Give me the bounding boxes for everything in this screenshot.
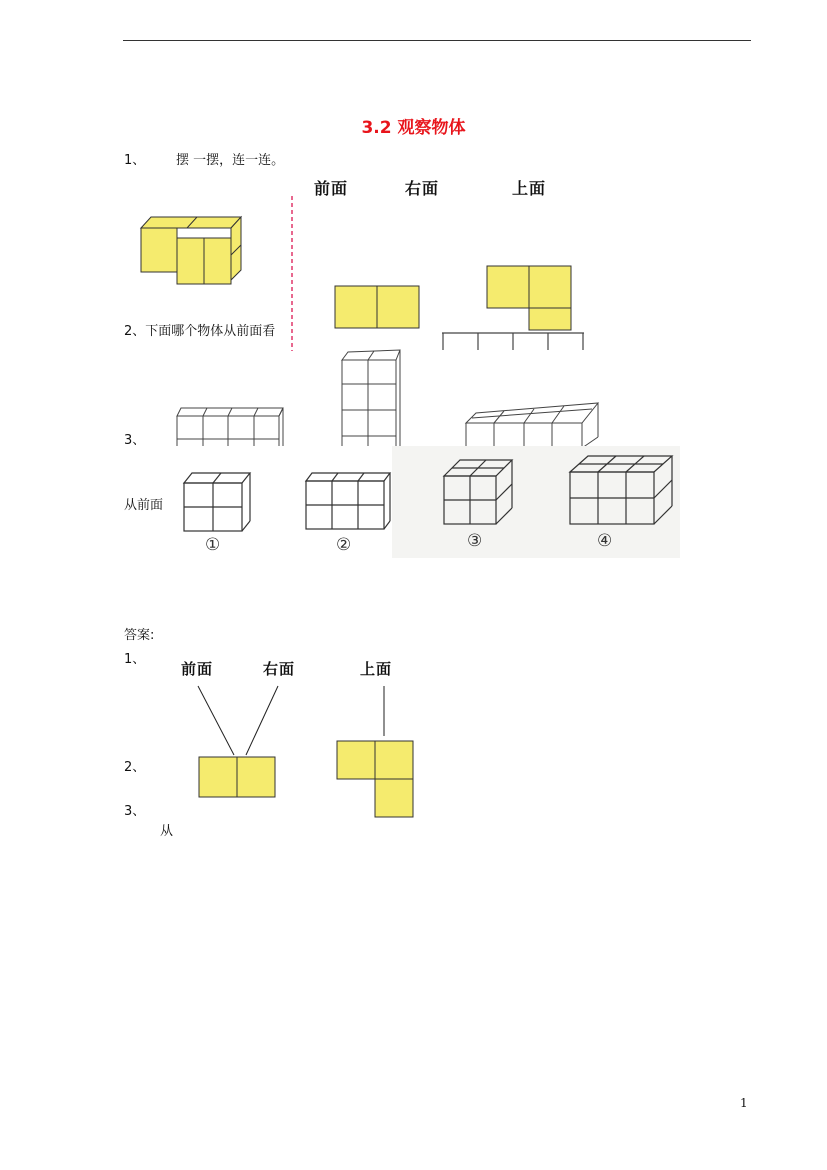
view-l-shape xyxy=(486,265,572,331)
label-top: 上面 xyxy=(512,179,547,198)
answer-top-view xyxy=(336,740,416,818)
answer-label-front: 前面 xyxy=(181,660,214,678)
option-2-figure xyxy=(304,471,392,533)
answer-label-right: 右面 xyxy=(263,660,296,678)
q1-number: 1、 xyxy=(124,153,146,168)
cube-object-figure xyxy=(135,212,245,288)
option-4-figure xyxy=(568,454,674,528)
q3-number: 3、 xyxy=(124,433,146,448)
label-front: 前面 xyxy=(314,179,349,198)
option-2-label: ② xyxy=(336,535,352,555)
label-right: 右面 xyxy=(405,179,440,198)
answer-heading: 答案: xyxy=(124,628,155,643)
option-3-label: ③ xyxy=(467,531,483,551)
tower-figure xyxy=(340,348,404,448)
answer-q3: 3、 xyxy=(124,804,146,819)
flat-box-figure xyxy=(176,402,286,448)
dashed-divider xyxy=(290,196,294,351)
option-1-label: ① xyxy=(205,535,221,555)
cropped-scan-strip xyxy=(440,331,588,351)
q2-text: 2、下面哪个物体从前面看 xyxy=(124,324,276,339)
option-4-label: ④ xyxy=(597,531,613,551)
option-3-figure xyxy=(442,458,514,528)
answer-q1: 1、 xyxy=(124,652,146,667)
page-title: 3.2 观察物体 xyxy=(361,118,466,138)
option-1-figure xyxy=(182,471,252,533)
answer-q2: 2、 xyxy=(124,760,146,775)
wide-block-figure xyxy=(464,401,602,449)
header-rule xyxy=(123,40,751,41)
q1-text: 摆 一摆，连一连。 xyxy=(176,153,285,168)
q3-from-front: 从前面 xyxy=(124,498,164,513)
view-two-squares xyxy=(334,285,420,329)
answer-label-top: 上面 xyxy=(360,660,393,678)
answer-front-view xyxy=(198,756,276,798)
page-number: 1 xyxy=(740,1096,748,1110)
answer-q3-text: 从 xyxy=(160,824,174,839)
